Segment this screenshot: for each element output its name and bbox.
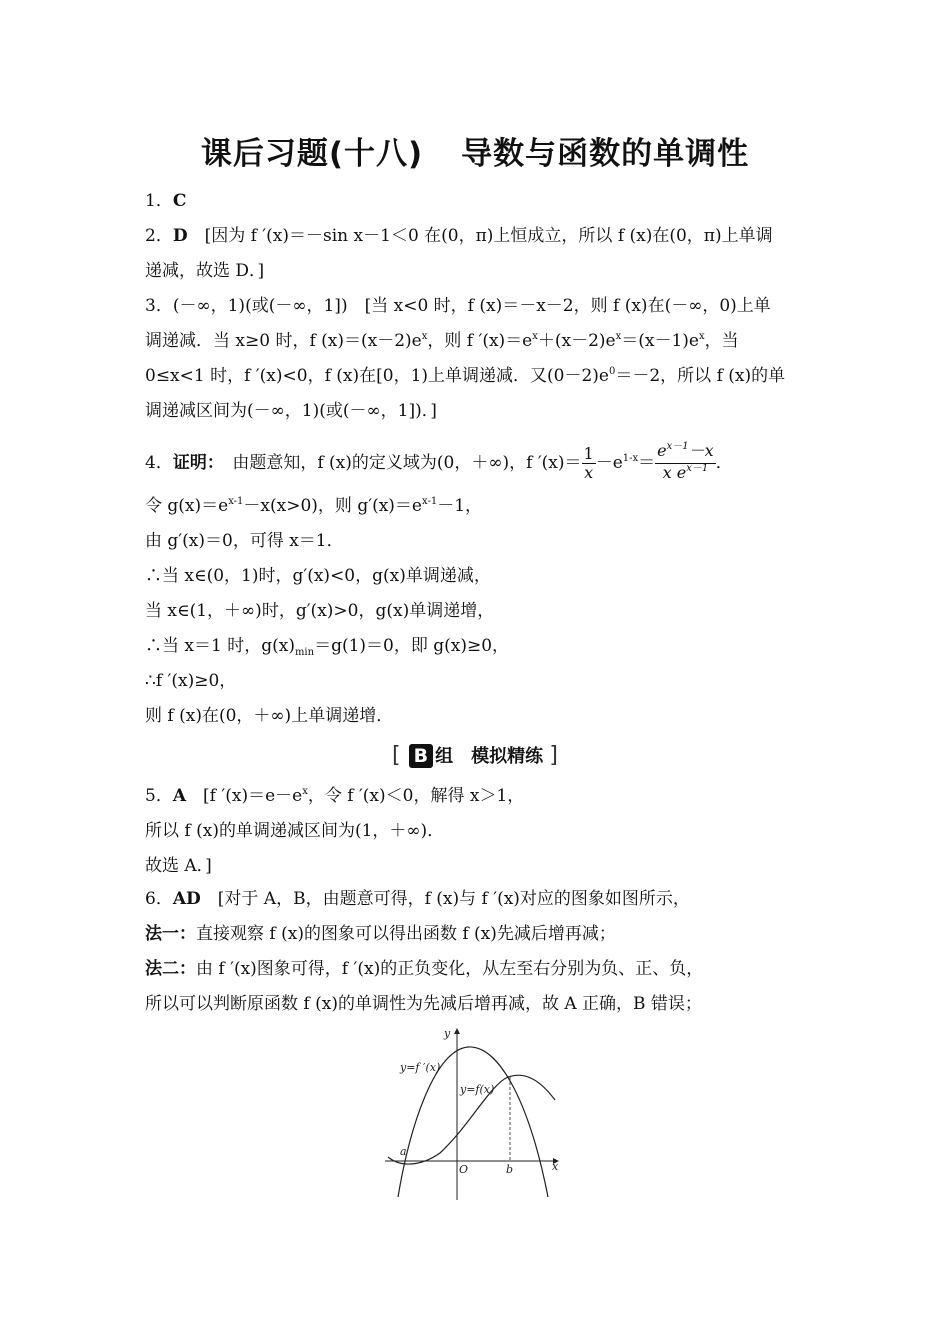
answer-4-step-5: ∴当 x＝1 时，$g(x)_{min}=g(1)=0$，即 g(x)≥0，	[145, 636, 510, 658]
fprime-label: y=f ′(x)	[400, 1061, 441, 1074]
page-title: 课后习题(十八) 导数与函数的单调性	[200, 136, 750, 172]
answer-5-line-3: 故选 A．]	[145, 856, 212, 876]
answer-6-method-2: 法二：由 f ′(x)图象可得，f ′(x)的正负变化，从左至右分别为负、正、负，	[145, 959, 704, 979]
answer-4-intro: 4．证明： 由题意知，f (x)的定义域为(0，＋∞)，f ′(x)＝ $\frac{1}{x}$ $-e^{1-x}=$ $\frac{e^{x-1}-x}{x e^{x-1}}$ ．	[145, 442, 815, 485]
answer-3-line-3: 0≤x<1 时，f ′(x)<0，f (x)在[0，1)上单调递减．又$(0-2)e^0=-2$，所以 f (x)的单	[145, 366, 786, 386]
answer-3-line-1: 3．(－∞，1)(或(－∞，1]) [当 x<0 时，f (x)＝－x－2，则 f (x)在(－∞，0)上单	[145, 296, 771, 316]
fraction-2: $\frac{e^{x-1}-x}{x e^{x-1}}$	[657, 441, 714, 482]
f-label: y=f(x)	[460, 1083, 495, 1096]
answer-2-line-1: 2．D [因为 f ′(x)＝－sin x－1＜0 在(0，π)上恒成立，所以 f (x)在(0，π)上单调	[145, 226, 773, 246]
b-label: b	[506, 1163, 514, 1176]
origin-label: O	[459, 1163, 469, 1176]
fraction-1: $\frac{1}{x}$	[583, 444, 594, 482]
answer-2-line-2: 递减，故选 D．]	[145, 261, 265, 281]
answer-3-line-2: 调递减．当 x≥0 时，f $(x)=(x-2)e^x$，则 f $'(x)=e^x+(x-2)e^x=(x-1)e^x$，当	[145, 331, 739, 351]
answer-5-line-1: 5．A [f $'(x)=e-e^x$，令 f ′(x)＜0，解得 x＞1，	[145, 786, 525, 806]
section-b-heading: [ B 组 模拟精练 ]	[392, 743, 558, 768]
answer-4-step-7: 则 f (x)在(0，＋∞)上单调递增．	[145, 706, 394, 726]
answer-4-step-3: ∴当 x∈(0，1)时，g′(x)<0，g(x)单调递减，	[145, 566, 491, 586]
answer-6-line-1: 6．AD [对于 A，B，由题意可得，f (x)与 f ′(x)对应的图象如图所示，	[145, 889, 690, 909]
answer-4-step-6: ∴f ′(x)≥0，	[145, 671, 237, 691]
y-axis-label: y	[444, 1027, 451, 1040]
group-b-icon: B	[409, 744, 433, 768]
answer-4-step-2: 由 g′(x)＝0，可得 x＝1．	[145, 531, 344, 551]
answer-3-line-4: 调递减区间为(－∞，1)(或(－∞，1])．]	[145, 401, 437, 421]
a-label: a	[400, 1145, 407, 1158]
answer-6-method-1: 法一：直接观察 f (x)的图象可以得出函数 f (x)先减后增再减；	[145, 924, 616, 944]
answer-4-step-1: 令 $g(x)=e^{x-1}-x(x>0)$，则 $g'(x)=e^{x-1}-1$，	[145, 496, 483, 516]
answer-6-line-4: 所以可以判断原函数 f (x)的单调性为先减后增再减，故 A 正确，B 错误；	[145, 994, 702, 1014]
answer-4-step-4: 当 x∈(1，＋∞)时，g′(x)>0，g(x)单调递增，	[145, 601, 495, 621]
answer-5-line-2: 所以 f (x)的单调递减区间为(1，＋∞)．	[145, 821, 445, 841]
x-axis-label: x	[552, 1160, 559, 1173]
function-graph	[380, 1025, 580, 1205]
answer-1: 1．C	[145, 191, 187, 211]
